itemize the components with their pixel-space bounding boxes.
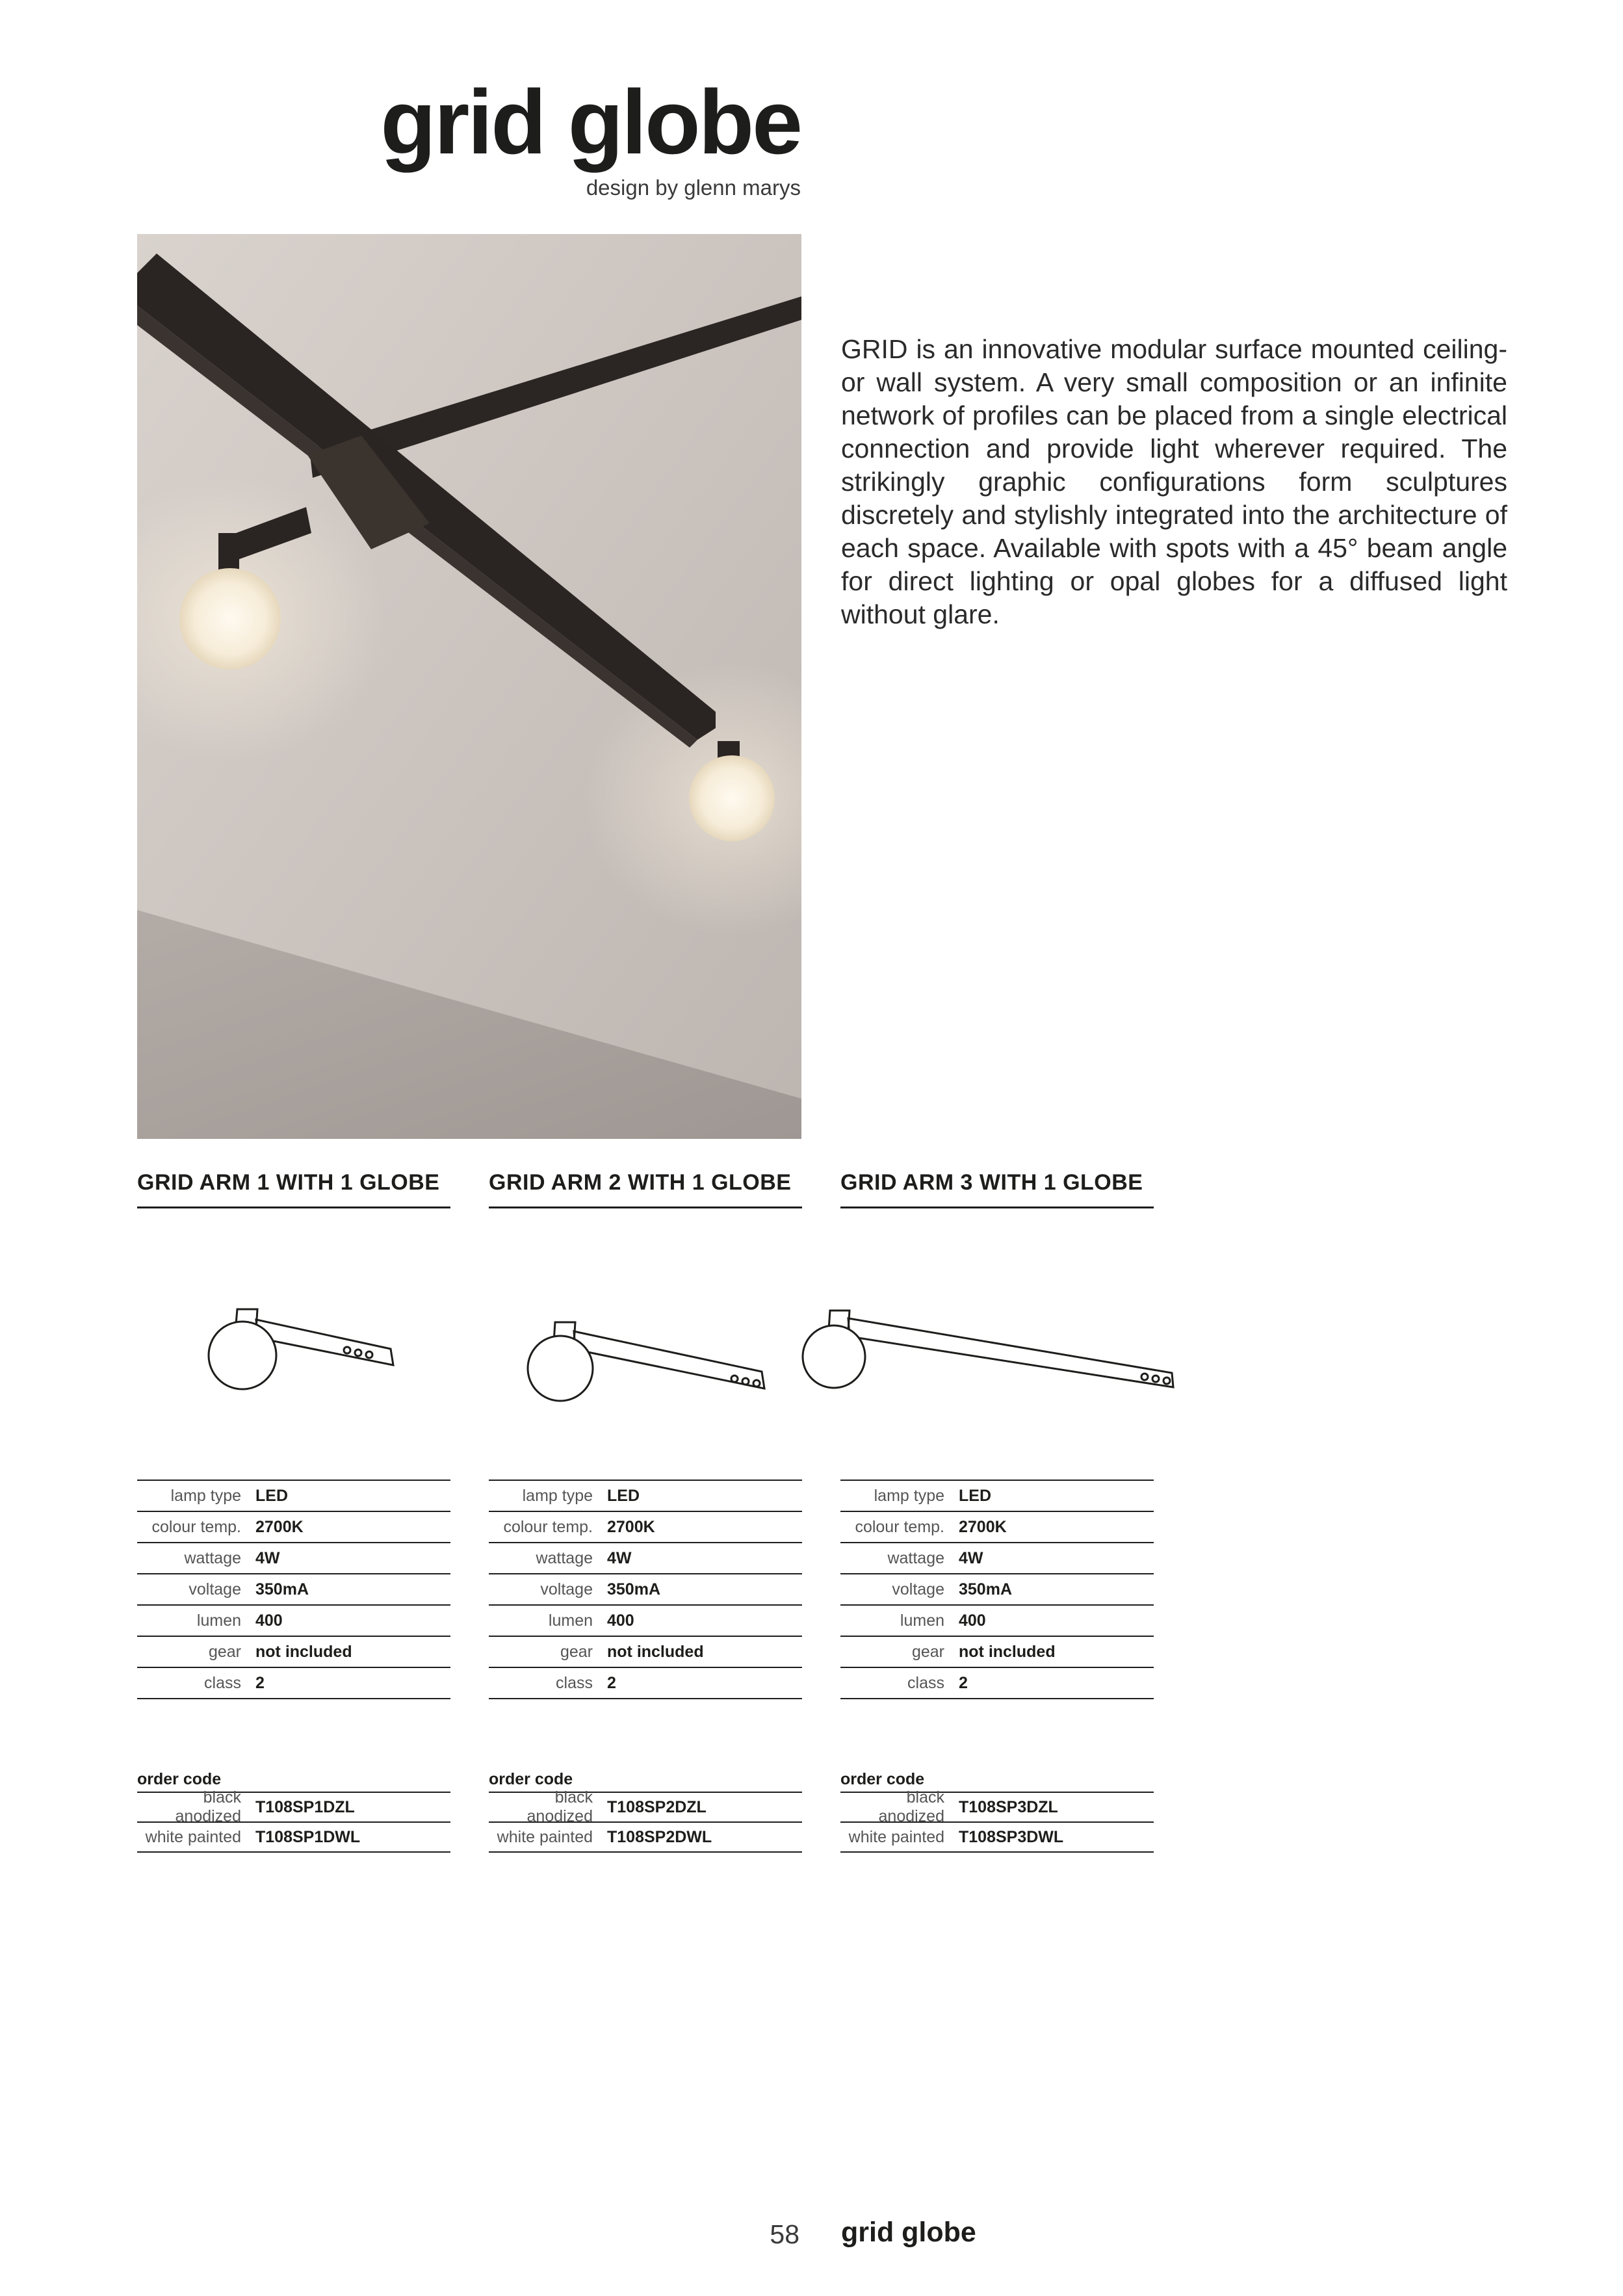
spec-row <box>840 1637 1154 1668</box>
spec-label: wattage <box>887 1548 944 1567</box>
product-title: GRID ARM 2 WITH 1 GLOBE <box>489 1170 792 1195</box>
spec-value: 350mA <box>959 1580 1012 1598</box>
page-number: 58 <box>770 2219 799 2249</box>
spec-label: voltage <box>188 1580 241 1598</box>
spec-row <box>137 1606 450 1637</box>
designer-credit: design by glenn marys <box>586 176 801 200</box>
order-row <box>840 1788 1154 1825</box>
order-code: T108SP2DZL <box>607 1797 707 1816</box>
order-code-heading: order code <box>489 1767 802 1793</box>
spec-value: 400 <box>959 1611 986 1630</box>
spec-value: not included <box>607 1642 704 1661</box>
spec-label: class <box>907 1673 944 1692</box>
spec-label: lamp type <box>170 1486 241 1505</box>
finish-label: black anodized <box>175 1788 241 1825</box>
spec-row <box>489 1574 802 1606</box>
spec-label: colour temp. <box>503 1517 593 1536</box>
spec-row <box>840 1481 1154 1512</box>
finish-label: white painted <box>145 1827 241 1846</box>
spec-row <box>137 1543 450 1574</box>
spec-value: 400 <box>607 1611 634 1630</box>
spec-row <box>137 1481 450 1512</box>
title-divider <box>840 1207 1154 1208</box>
order-code-table <box>840 1767 1154 1853</box>
finish-label: black anodized <box>526 1788 593 1825</box>
ceiling-lamp-illustration <box>137 234 801 1139</box>
spec-row <box>489 1668 802 1699</box>
order-code: T108SP2DWL <box>607 1827 712 1846</box>
order-code-heading: order code <box>137 1767 450 1793</box>
spec-row <box>137 1637 450 1668</box>
spec-label: wattage <box>536 1548 593 1567</box>
order-code: T108SP1DZL <box>255 1797 355 1816</box>
spec-table <box>137 1480 450 1699</box>
order-row <box>489 1823 802 1853</box>
spec-row <box>840 1512 1154 1543</box>
spec-label: lumen <box>900 1611 944 1630</box>
spec-label: lamp type <box>522 1486 593 1505</box>
spec-row <box>137 1512 450 1543</box>
order-row <box>489 1788 802 1825</box>
spec-row <box>489 1606 802 1637</box>
spec-value: LED <box>959 1486 991 1505</box>
spec-row <box>840 1668 1154 1699</box>
spec-row <box>840 1574 1154 1606</box>
spec-label: colour temp. <box>151 1517 241 1536</box>
spec-value: 2700K <box>607 1517 655 1536</box>
spec-value: 400 <box>255 1611 283 1630</box>
spec-value: 2 <box>607 1673 616 1692</box>
finish-label: white painted <box>848 1827 944 1846</box>
page-title: grid globe <box>380 71 801 173</box>
spec-value: not included <box>959 1642 1056 1661</box>
spec-label: voltage <box>540 1580 593 1598</box>
order-row <box>137 1823 450 1853</box>
finish-label: white painted <box>497 1827 593 1846</box>
spec-label: class <box>204 1673 241 1692</box>
spec-row <box>840 1606 1154 1637</box>
spec-row <box>489 1512 802 1543</box>
product-photo <box>137 234 801 1139</box>
spec-label: lamp type <box>874 1486 944 1505</box>
order-row <box>840 1823 1154 1853</box>
spec-label: voltage <box>892 1580 944 1598</box>
spec-value: 4W <box>607 1548 632 1567</box>
spec-row <box>137 1574 450 1606</box>
spec-value: 350mA <box>607 1580 660 1598</box>
order-code-table <box>489 1767 802 1853</box>
spec-value: 2700K <box>959 1517 1007 1536</box>
spec-value: not included <box>255 1642 352 1661</box>
title-divider <box>137 1207 450 1208</box>
product-description: GRID is an innovative modular surface mounted ceiling- or wall system. A very small composition or an infinite network of profiles can be placed from a single electrical connection and provide light wherever required. The strikingly graphic configurations form sculptures discretely and stylishly integrated into the architecture of each space. Available with spots with a 45° beam angle for direct lighting or opal globes for a diffused light without glare. <box>841 334 1507 629</box>
product-title: GRID ARM 3 WITH 1 GLOBE <box>840 1170 1143 1195</box>
spec-table <box>489 1480 802 1699</box>
product-title: GRID ARM 1 WITH 1 GLOBE <box>137 1170 440 1195</box>
spec-row <box>489 1637 802 1668</box>
spec-value: 2 <box>959 1673 968 1692</box>
order-code: T108SP3DZL <box>959 1797 1058 1816</box>
spec-value: LED <box>607 1486 640 1505</box>
title-divider <box>489 1207 802 1208</box>
spec-row <box>489 1481 802 1512</box>
arm-2-technical-drawing <box>489 1268 853 1411</box>
spec-value: 4W <box>255 1548 280 1567</box>
spec-label: class <box>556 1673 593 1692</box>
footer-title: grid globe <box>841 2217 976 2248</box>
spec-value: 2 <box>255 1673 265 1692</box>
spec-label: gear <box>911 1642 944 1661</box>
spec-row <box>489 1543 802 1574</box>
spec-row <box>840 1543 1154 1574</box>
arm-1-technical-drawing <box>137 1268 501 1411</box>
spec-value: 2700K <box>255 1517 304 1536</box>
order-row <box>137 1788 450 1825</box>
finish-label: black anodized <box>878 1788 944 1825</box>
spec-label: gear <box>208 1642 241 1661</box>
spec-value: 350mA <box>255 1580 309 1598</box>
spec-value: LED <box>255 1486 288 1505</box>
spec-value: 4W <box>959 1548 983 1567</box>
spec-label: colour temp. <box>855 1517 944 1536</box>
spec-row <box>137 1668 450 1699</box>
spec-label: lumen <box>196 1611 241 1630</box>
order-code-heading: order code <box>840 1767 1154 1793</box>
order-code-table <box>137 1767 450 1853</box>
arm-3-technical-drawing <box>840 1268 1204 1411</box>
order-code: T108SP3DWL <box>959 1827 1064 1846</box>
spec-table <box>840 1480 1154 1699</box>
spec-label: wattage <box>184 1548 241 1567</box>
spec-label: gear <box>560 1642 593 1661</box>
order-code: T108SP1DWL <box>255 1827 361 1846</box>
spec-label: lumen <box>548 1611 593 1630</box>
